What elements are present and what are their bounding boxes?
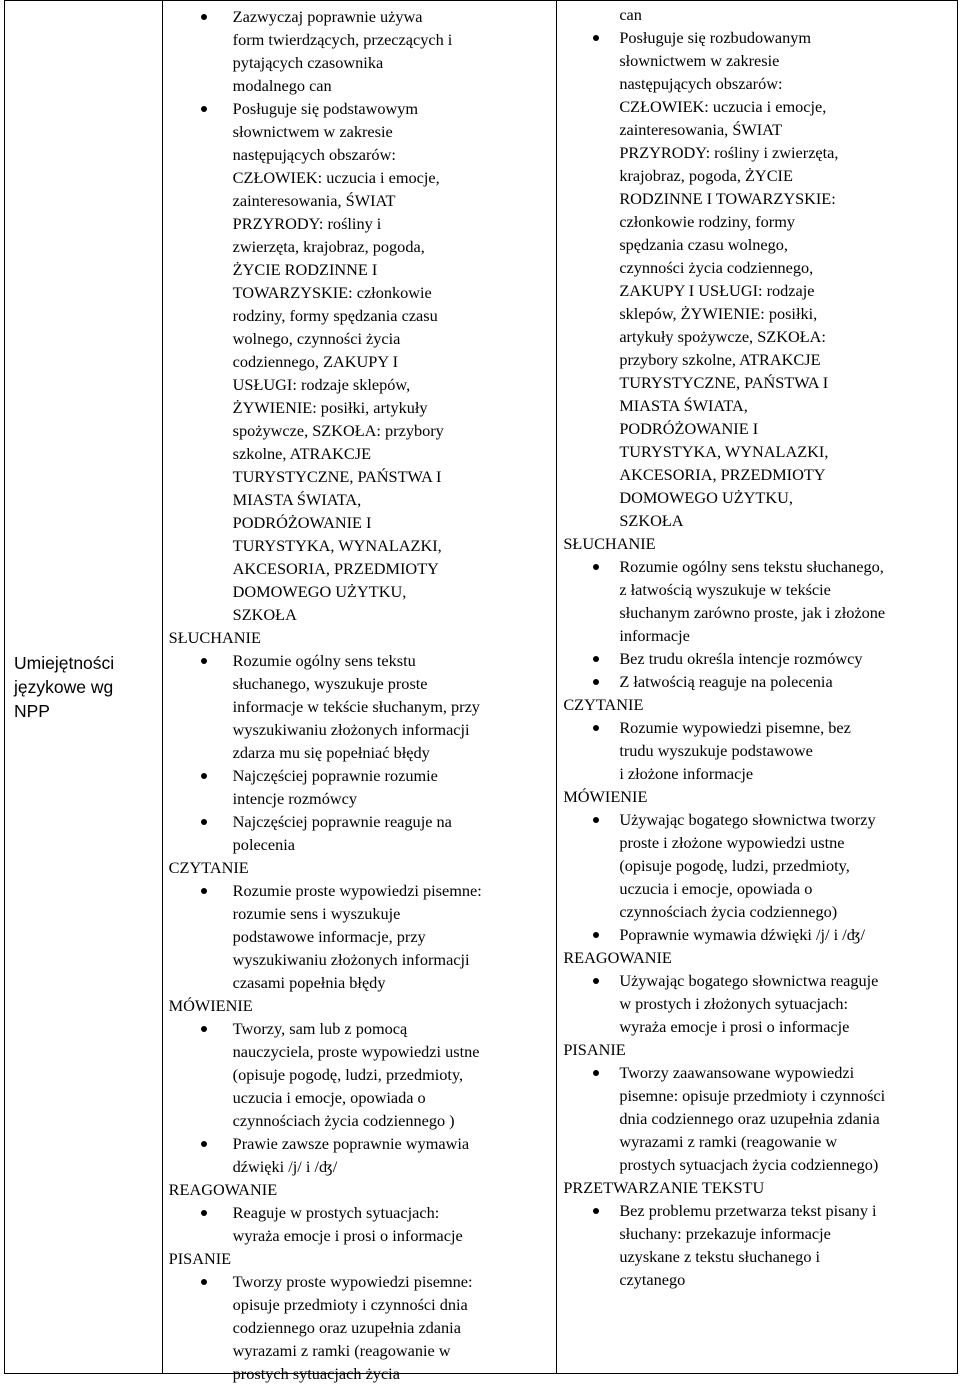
text-line: informacje w tekście słuchanym, przy <box>232 697 480 716</box>
text-line: słuchanego, wyszukuje proste <box>232 674 428 693</box>
bullet-icon <box>593 978 599 984</box>
text-line: pytających czasownika <box>232 53 384 72</box>
text-line: ZAKUPY I USŁUGI: rodzaje <box>619 281 815 300</box>
text-line: szkolne, ATRAKCJE <box>232 444 372 463</box>
text-line: następujących obszarów: <box>232 145 396 164</box>
grade-verygood-cell <box>557 1 958 1374</box>
section-heading: CZYTANIE <box>563 695 644 714</box>
bullet-icon <box>593 817 599 823</box>
text-line: Bez problemu przetwarza tekst pisany i <box>619 1201 877 1220</box>
bullet-item <box>563 808 951 923</box>
text-line: wyrazami z ramki (reagowanie w <box>232 1341 451 1360</box>
text-line: Prawie zawsze poprawnie wymawia <box>232 1134 470 1153</box>
section-heading: MÓWIENIE <box>563 787 648 806</box>
text-line: wyszukiwaniu złożonych informacji <box>232 720 470 739</box>
bullet-icon <box>201 1026 207 1032</box>
text-line: dnia codziennego oraz uzupełnia zdania <box>619 1109 880 1128</box>
text-line: AKCESORIA, PRZEDMIOTY <box>232 559 439 578</box>
text-line: TURYSTYKA, WYNALAZKI, <box>232 536 442 555</box>
text-line: z łatwością wyszukuje w tekście <box>619 580 831 599</box>
text-line: trudu wyszukuje podstawowe <box>619 741 813 760</box>
text-line: przybory szkolne, ATRAKCJE <box>619 350 821 369</box>
text-line: słuchanym zarówno proste, jak i złożone <box>619 603 886 622</box>
text-line: DOMOWEGO UŻYTKU, <box>619 488 793 507</box>
text-line: ŻYCIE RODZINNE I <box>232 260 378 279</box>
text-line: czytanego <box>619 1270 686 1289</box>
text-line: Rozumie wypowiedzi pisemne, bez <box>619 718 851 737</box>
bullet-icon <box>201 1141 207 1147</box>
text-line: prostych sytuacjach życia codziennego) <box>619 1155 879 1174</box>
text-line: Bez trudu określa intencje rozmówcy <box>619 649 863 668</box>
section-heading: REAGOWANIE <box>563 948 672 967</box>
bullet-item <box>169 97 547 626</box>
bullet-icon <box>201 773 207 779</box>
text-line: Najczęściej poprawnie reaguje na <box>232 812 452 831</box>
text-line: słownictwem w zakresie <box>232 122 393 141</box>
bullet-item <box>563 670 951 693</box>
bullet-icon <box>201 106 207 112</box>
text-line: AKCESORIA, PRZEDMIOTY <box>619 465 826 484</box>
text-line: ŻYWIENIE: posiłki, artykuły <box>232 398 428 417</box>
text-line: czynnościach życia codziennego ) <box>232 1111 455 1130</box>
continued-text <box>563 3 951 26</box>
text-line: Z łatwością reaguje na polecenia <box>619 672 833 691</box>
bullet-item <box>169 764 547 810</box>
section-heading: SŁUCHANIE <box>563 534 656 553</box>
text-line: TURYSTYKA, WYNALAZKI, <box>619 442 829 461</box>
text-line: uzyskane z tekstu słuchanego i <box>619 1247 821 1266</box>
bullet-item <box>563 26 951 532</box>
text-line: nauczyciela, proste wypowiedzi ustne <box>232 1042 480 1061</box>
bullet-icon <box>593 932 599 938</box>
bullet-icon <box>201 1279 207 1285</box>
bullet-item <box>169 5 547 97</box>
bullet-item <box>563 647 951 670</box>
text-line: TURYSTYCZNE, PAŃSTWA I <box>619 373 829 392</box>
text-line: rozumie sens i wyszukuje <box>232 904 401 923</box>
text-line: zainteresowania, ŚWIAT <box>619 120 783 139</box>
table-row <box>5 1 958 1374</box>
bullet-icon <box>201 14 207 20</box>
text-line: codziennego oraz uzupełnia zdania <box>232 1318 461 1337</box>
text-line: rodziny, formy spędzania czasu <box>232 306 438 325</box>
text-line: dźwięki /j/ i /ʤ/ <box>232 1157 338 1176</box>
bullet-item <box>563 969 951 1038</box>
text-line: i złożone informacje <box>619 764 754 783</box>
text-line: can <box>619 5 642 24</box>
bullet-item <box>563 923 951 946</box>
text-line: uczucia i emocje, opowiada o <box>619 879 813 898</box>
bullet-item <box>169 810 547 856</box>
text-line: (opisuje pogodę, ludzi, przedmioty, <box>232 1065 464 1084</box>
text-line: podstawowe informacje, przy <box>232 927 426 946</box>
text-line: Reaguje w prostych sytuacjach: <box>232 1203 440 1222</box>
text-line: TOWARZYSKIE: członkowie <box>232 283 432 302</box>
bullet-icon <box>593 35 599 41</box>
grade-good-content <box>163 1 557 1383</box>
bullet-icon <box>593 656 599 662</box>
text-line: Posługuje się podstawowym <box>232 99 419 118</box>
text-line: słuchany: przekazuje informacje <box>619 1224 831 1243</box>
text-line: SZKOŁA <box>619 511 684 530</box>
text-line: artykuły spożywcze, SZKOŁA: <box>619 327 826 346</box>
text-line: form twierdzących, przeczących i <box>232 30 453 49</box>
row-label-line: językowe wg <box>14 677 114 697</box>
text-line: wyraża emocje i prosi o informacje <box>619 1017 850 1036</box>
bullet-icon <box>593 1070 599 1076</box>
requirements-table <box>4 0 958 1383</box>
bullet-item <box>169 649 547 764</box>
text-line: SZKOŁA <box>232 605 297 624</box>
section-heading: PISANIE <box>168 1249 232 1268</box>
bullet-item <box>169 1017 547 1132</box>
bullet-item <box>169 879 547 994</box>
text-line: intencje rozmówcy <box>232 789 357 808</box>
text-line: członkowie rodziny, formy <box>619 212 796 231</box>
text-line: RODZINNE I TOWARZYSKIE: <box>619 189 836 208</box>
text-line: MIASTA ŚWIATA, <box>232 490 362 509</box>
text-line: USŁUGI: rodzaje sklepów, <box>232 375 411 394</box>
text-line: wyraża emocje i prosi o informacje <box>232 1226 463 1245</box>
bullet-item <box>563 716 951 785</box>
bullet-icon <box>593 679 599 685</box>
bullet-icon <box>593 564 599 570</box>
bullet-item <box>169 1132 547 1178</box>
row-label <box>5 651 162 723</box>
text-line: Zazwyczaj poprawnie używa <box>232 7 423 26</box>
text-line: TURYSTYCZNE, PAŃSTWA I <box>232 467 442 486</box>
bullet-icon <box>201 888 207 894</box>
text-line: informacje <box>619 626 690 645</box>
bullet-item <box>169 1270 547 1385</box>
text-line: następujących obszarów: <box>619 74 783 93</box>
section-heading: REAGOWANIE <box>168 1180 278 1199</box>
text-line: w prostych i złożonych sytuacjach: <box>619 994 849 1013</box>
text-line: PRZYRODY: rośliny i zwierzęta, <box>619 143 839 162</box>
row-label-line: Umiejętności <box>14 653 115 673</box>
bullet-item <box>563 1061 951 1176</box>
row-label-line: NPP <box>14 701 50 721</box>
text-line: Najczęściej poprawnie rozumie <box>232 766 438 785</box>
bullet-item <box>169 1201 547 1247</box>
grade-verygood-content <box>557 1 957 1373</box>
text-line: spożywcze, SZKOŁA: przybory <box>232 421 444 440</box>
grade-good-cell <box>162 1 557 1383</box>
text-line: wolnego, czynności życia <box>232 329 401 348</box>
row-label-cell <box>5 1 163 1374</box>
text-line: (opisuje pogodę, ludzi, przedmioty, <box>619 856 850 875</box>
text-line: PRZYRODY: rośliny i <box>232 214 382 233</box>
text-line: opisuje przedmioty i czynności dnia <box>232 1295 468 1314</box>
text-line: prostych sytuacjach życia <box>232 1364 400 1383</box>
text-line: zdarza mu się popełniać błędy <box>232 743 430 762</box>
text-line: pisemne: opisuje przedmioty i czynności <box>619 1086 886 1105</box>
text-line: sklepów, ŻYWIENIE: posiłki, <box>619 304 818 323</box>
text-line: zwierzęta, krajobraz, pogoda, <box>232 237 425 256</box>
text-line: PODRÓŻOWANIE I <box>232 513 372 532</box>
text-line: czynności życia codziennego, <box>619 258 814 277</box>
text-line: Rozumie ogólny sens tekstu <box>232 651 416 670</box>
section-heading: CZYTANIE <box>168 858 249 877</box>
text-line: MIASTA ŚWIATA, <box>619 396 748 415</box>
bullet-icon <box>201 1210 207 1216</box>
text-line: PODRÓŻOWANIE I <box>619 419 759 438</box>
section-heading: SŁUCHANIE <box>168 628 261 647</box>
bullet-icon <box>593 725 599 731</box>
text-line: modalnego can <box>232 76 332 95</box>
section-heading: PRZETWARZANIE TEKSTU <box>563 1178 765 1197</box>
bullet-icon <box>201 819 207 825</box>
text-line: Tworzy, sam lub z pomocą <box>232 1019 408 1038</box>
bullet-icon <box>593 1208 599 1214</box>
text-line: czynnościach życia codziennego) <box>619 902 838 921</box>
text-line: codziennego, ZAKUPY I <box>232 352 398 371</box>
text-line: spędzania czasu wolnego, <box>619 235 788 254</box>
text-line: czasami popełnia błędy <box>232 973 386 992</box>
text-line: Poprawnie wymawia dźwięki /j/ i /ʤ/ <box>619 925 866 944</box>
text-line: uczucia i emocje, opowiada o <box>232 1088 426 1107</box>
text-line: proste i złożone wypowiedzi ustne <box>619 833 845 852</box>
text-line: Rozumie ogólny sens tekstu słuchanego, <box>619 557 884 576</box>
text-line: wyrazami z ramki (reagowanie w <box>619 1132 838 1151</box>
text-line: CZŁOWIEK: uczucia i emocje, <box>619 97 827 116</box>
text-line: Używając bogatego słownictwa tworzy <box>619 810 876 829</box>
text-line: wyszukiwaniu złożonych informacji <box>232 950 470 969</box>
section-heading: MÓWIENIE <box>168 996 253 1015</box>
text-line: CZŁOWIEK: uczucia i emocje, <box>232 168 440 187</box>
bullet-item <box>563 555 951 647</box>
text-line: Tworzy zaawansowane wypowiedzi <box>619 1063 855 1082</box>
text-line: Używając bogatego słownictwa reaguje <box>619 971 879 990</box>
text-line: zainteresowania, ŚWIAT <box>232 191 396 210</box>
text-line: Rozumie proste wypowiedzi pisemne: <box>232 881 482 900</box>
text-line: DOMOWEGO UŻYTKU, <box>232 582 407 601</box>
text-line: Posługuje się rozbudowanym <box>619 28 812 47</box>
text-line: Tworzy proste wypowiedzi pisemne: <box>232 1272 473 1291</box>
text-line: słownictwem w zakresie <box>619 51 780 70</box>
bullet-icon <box>201 658 207 664</box>
text-line: polecenia <box>232 835 296 854</box>
bullet-item <box>563 1199 951 1291</box>
text-line: krajobraz, pogoda, ŻYCIE <box>619 166 793 185</box>
section-heading: PISANIE <box>563 1040 626 1059</box>
